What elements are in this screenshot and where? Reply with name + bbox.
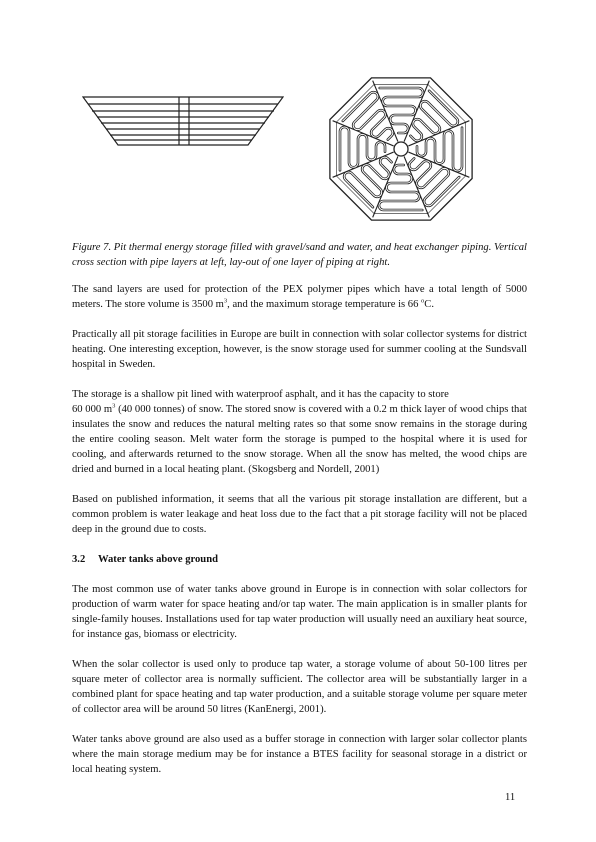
paragraph-2: Practically all pit storage facilities in Europe are built in connection with solar collector systems for district heating. One interesting exception, however, is the snow storage used for summer cooling at the Sundsvall hospital in Sweden. — [72, 329, 527, 370]
text-span: The sand layers are used for protection of the PEX polymer pipes which have a total length of 5000 meters. The store volume is 3500 m — [72, 284, 527, 310]
text-span: 60 000 m — [72, 404, 113, 415]
superscript: 3 — [223, 297, 228, 305]
paragraph-3 — [72, 387, 527, 477]
paragraph-5: The most common use of water tanks above ground in Europe is in connection with solar collectors for production of warm water for space heating and/or tap water. The main application is in smaller plants for single-family houses. Installations used for tap water production will usually need an auxiliary heat source, for instance gas, biomass or electricity. — [72, 584, 527, 640]
figure-7 — [0, 0, 596, 235]
text-span: C. — [424, 299, 435, 310]
paragraph-1 — [72, 282, 527, 312]
pipe-layout-diagram — [322, 70, 480, 228]
section-number: 3.2 — [72, 554, 86, 565]
superscript: 3 — [112, 402, 116, 410]
text-line: The storage is a shallow pit lined with waterproof asphalt, and it has the capacity to store — [72, 389, 449, 400]
paragraph-6: When the solar collector is used only to produce tap water, a storage volume of about 50-100 litres per square meter of collector area is normally sufficient. The collector area will be substantially larger in a combined plant for space heating and tap water production, and a suitable storage volume per square meter of collector area will be around 50 litres (KanEnergi, 2001). — [72, 659, 527, 715]
page-number: 11 — [505, 792, 516, 803]
text-span: (40 000 tonnes) of snow. The stored snow is covered with a 0.2 m thick layer of wood chips that insulates the snow and reduces the natural melting rates so that some snow remains in the storage during the entire cooling season. Melt water form the storage is pumped to the hospital where it is used for cooling, and afterwards returned to the snow storage. When all the snow has melted, the wood chips are dried and burned in a local heating plant. (Skogsberg and Nordell, 2001) — [72, 404, 527, 475]
text-span: , and the maximum storage temperature is 66 — [227, 299, 422, 310]
paragraph-4: Based on published information, it seems that all the various pit storage installation are different, but a common problem is water leakage and heat loss due to the fact that a pit storage facility will not be placed deep in the ground due to costs. — [72, 494, 527, 535]
section-title: Water tanks above ground — [98, 554, 218, 565]
cross-section-diagram — [82, 95, 284, 147]
body-text — [72, 282, 527, 792]
figure-caption: Figure 7. Pit thermal energy storage filled with gravel/sand and water, and heat exchanger piping. Vertical cross section with pipe layers at left, lay-out of one layer of piping at right. — [72, 242, 527, 268]
paragraph-7: Water tanks above ground are also used as a buffer storage in connection with larger solar collector plants where the main storage medium may be for instance a BTES facility for seasonal storage in a district or local heating system. — [72, 734, 527, 775]
section-heading — [72, 552, 527, 567]
superscript: o — [421, 297, 425, 305]
